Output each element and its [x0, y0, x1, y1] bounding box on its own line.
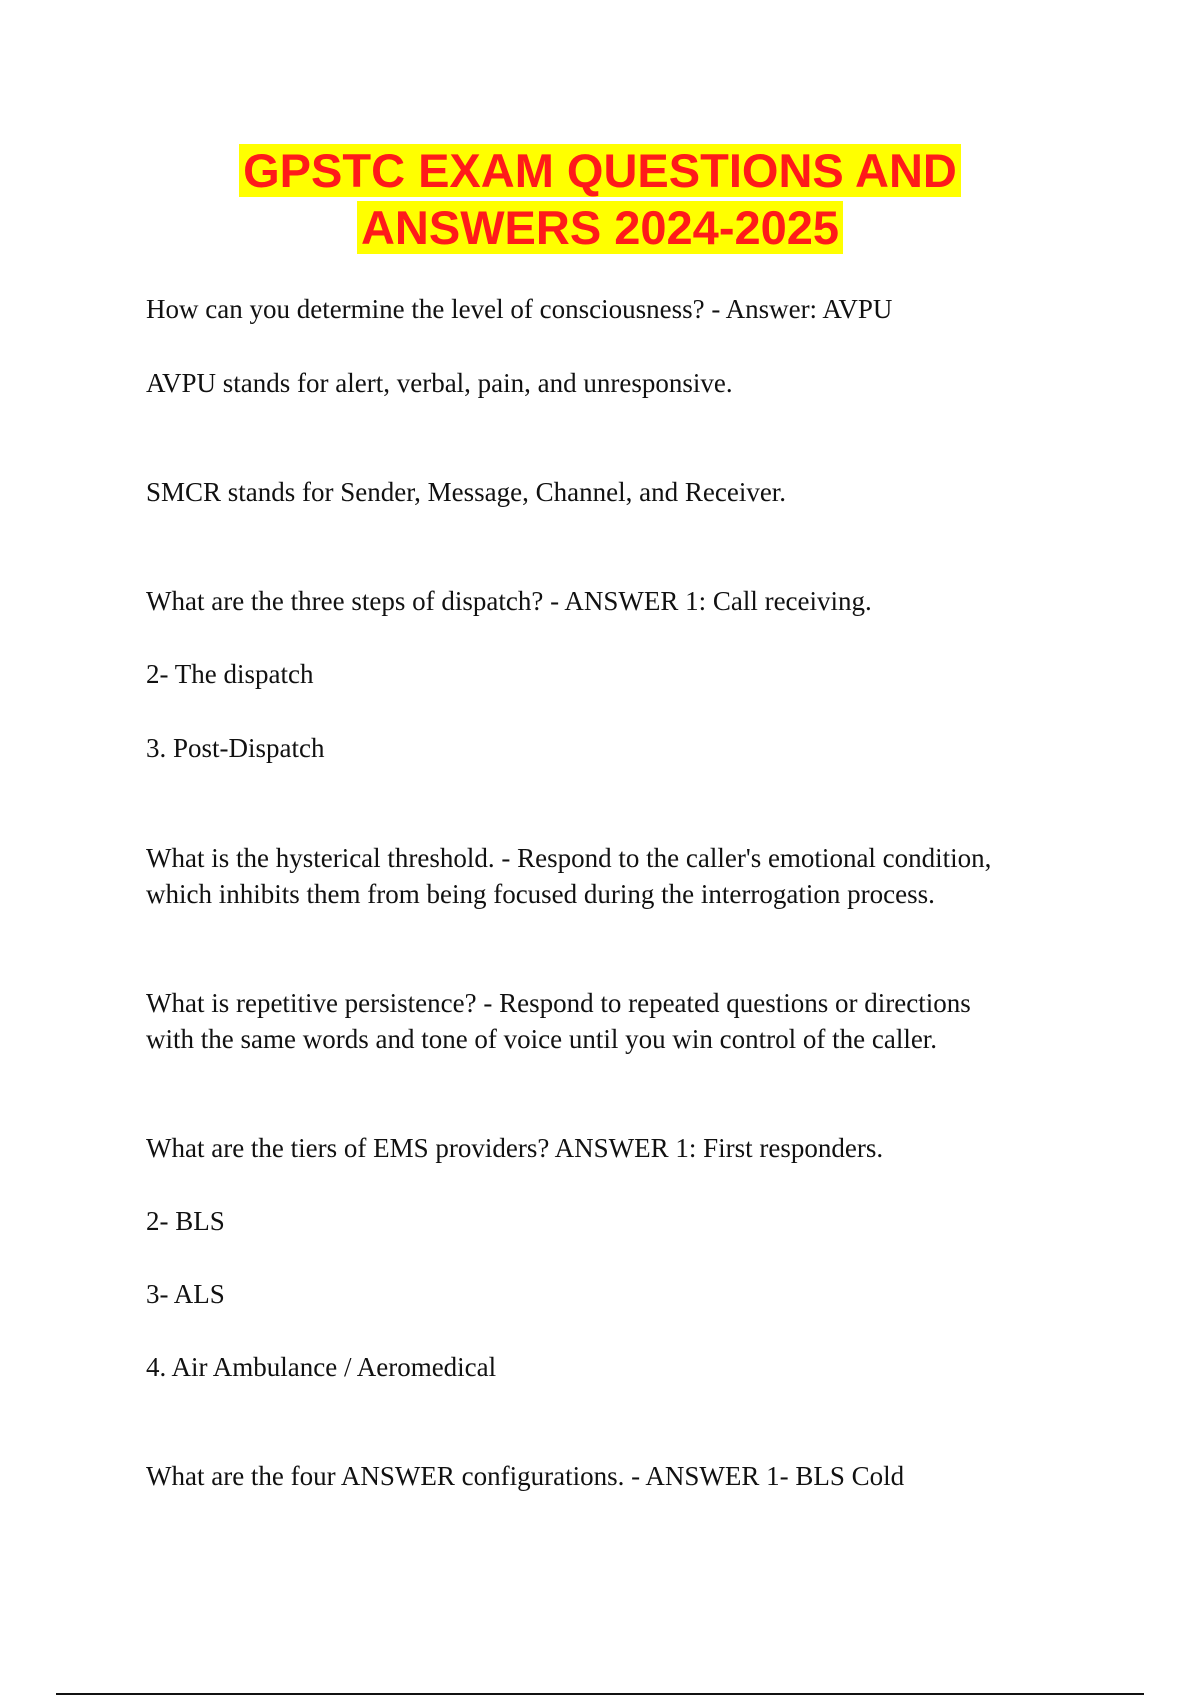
page-bottom-rule: [56, 1693, 1144, 1695]
dispatch-step-3: 3. Post-Dispatch: [146, 733, 325, 763]
page-title: [0, 142, 1200, 256]
question-repetitive-persistence-line-1: What is repetitive persistence? - Respond to repeated questions or directions: [146, 988, 971, 1018]
question-consciousness: How can you determine the level of consciousness? - Answer: AVPU: [146, 294, 893, 324]
title-line-2: ANSWERS 2024-2025: [357, 201, 843, 254]
answer-avpu-definition: AVPU stands for alert, verbal, pain, and unresponsive.: [146, 368, 733, 398]
title-line-1: GPSTC EXAM QUESTIONS AND: [239, 144, 961, 197]
question-hysterical-threshold-line-2: which inhibits them from being focused during the interrogation process.: [146, 879, 935, 909]
ems-tier-2: 2- BLS: [146, 1206, 225, 1236]
question-ems-tiers: What are the tiers of EMS providers? ANSWER 1: First responders.: [146, 1133, 884, 1163]
answer-smcr-definition: SMCR stands for Sender, Message, Channel, and Receiver.: [146, 477, 787, 507]
question-answer-configurations: What are the four ANSWER configurations. - ANSWER 1- BLS Cold: [146, 1461, 905, 1491]
ems-tier-3: 3- ALS: [146, 1279, 225, 1309]
question-hysterical-threshold-line-1: What is the hysterical threshold. - Respond to the caller's emotional condition,: [146, 843, 992, 873]
question-dispatch-steps: What are the three steps of dispatch? - ANSWER 1: Call receiving.: [146, 586, 872, 616]
dispatch-step-2: 2- The dispatch: [146, 659, 314, 689]
question-repetitive-persistence-line-2: with the same words and tone of voice until you win control of the caller.: [146, 1024, 938, 1054]
ems-tier-4: 4. Air Ambulance / Aeromedical: [146, 1352, 497, 1382]
